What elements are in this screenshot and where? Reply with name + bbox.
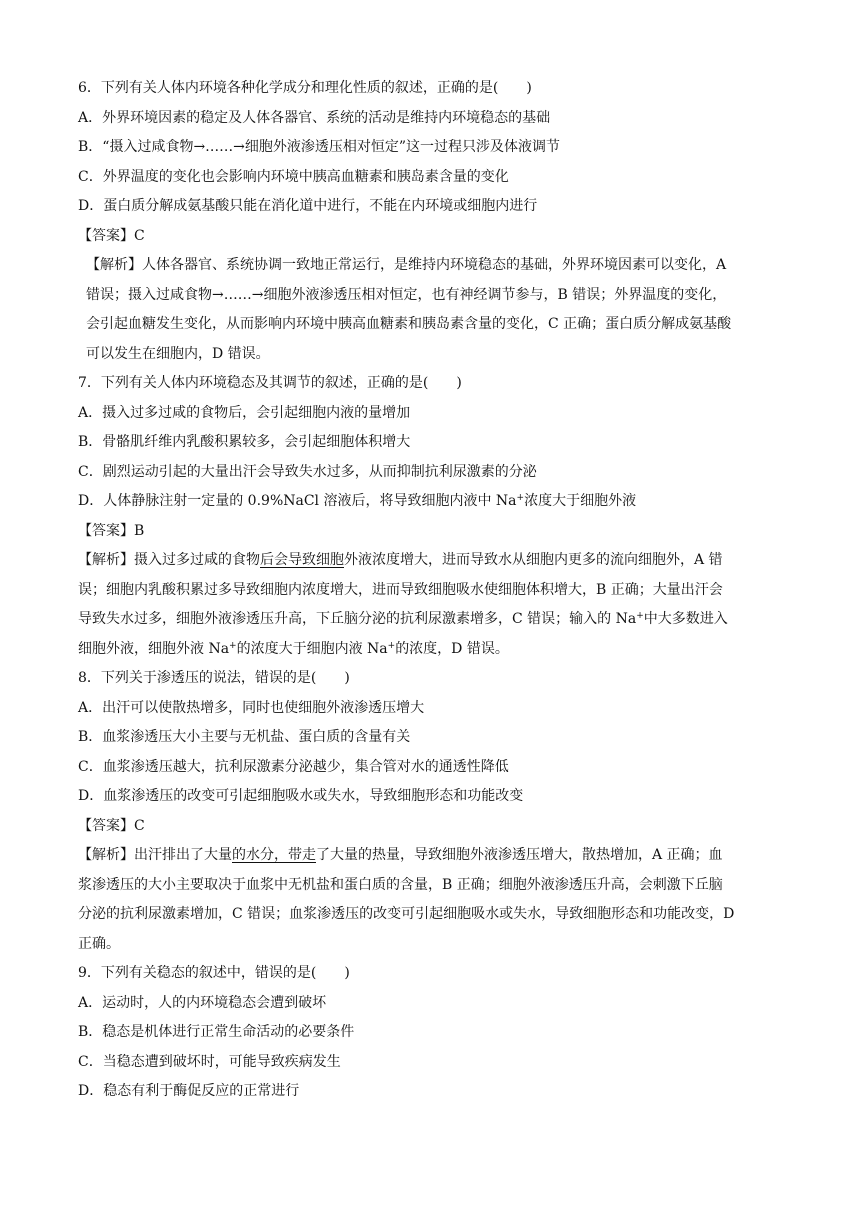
q8-analysis-line-3: 分泌的抗利尿激素增加，C 错误；血浆渗透压的改变可引起细胞吸水或失水，导致细胞形态和功能改变，D: [78, 906, 735, 922]
q7-analysis-text: 的浓度，D 错误。: [395, 640, 509, 657]
q7-stem: 7．下列有关人体内环境稳态及其调节的叙述，正确的是( ): [78, 375, 462, 391]
q7-analysis-text: 【解析】摄入过多过咸的食物: [78, 552, 260, 568]
q6-analysis-line-3: 会引起血糖发生变化，从而影响内环境中胰高血糖素和胰岛素含量的变化，C 正确；蛋白质分解成氨基酸: [86, 316, 732, 332]
q7-analysis-line-1: [78, 546, 784, 576]
q7-option-a: A．摄入过多过咸的食物后，会引起细胞内液的量增加: [78, 404, 411, 421]
q8-analysis-line-1: [78, 841, 784, 871]
q8-analysis-underlined: 的水分，带走: [232, 847, 316, 863]
q6-analysis-line-2: 错误；摄入过咸食物→……→细胞外液渗透压相对恒定，也有神经调节参与，B 错误；外界温度的变化，: [86, 286, 727, 303]
q7-option-d-sup: +: [516, 493, 525, 503]
q7-analysis-line-3: [78, 605, 784, 635]
q7-analysis-line-4: [78, 635, 784, 665]
q7-option-d-text: D．人体静脉注射一定量的 0.9%NaCl 溶液后，将导致细胞内液中 Na: [78, 493, 517, 509]
q6-option-c: C．外界温度的变化也会影响内环境中胰高血糖素和胰岛素含量的变化: [78, 168, 509, 185]
q7-answer: 【答案】B: [78, 522, 145, 539]
q8-analysis-line-2: 浆渗透压的大小主要取决于血浆中无机盐和蛋白质的含量，B 正确；细胞外液渗透压升高，会刺激下丘脑: [78, 876, 723, 893]
q8-option-a: A．出汗可以使散热增多，同时也使细胞外液渗透压增大: [78, 699, 425, 716]
q9-option-b: B．稳态是机体进行正常生命活动的必要条件: [78, 1024, 355, 1040]
q7-analysis-line-2: 误；细胞内乳酸积累过多导致细胞内浓度增大，进而导致细胞吸水使细胞体积增大，B 正确；大量出汗会: [78, 581, 723, 598]
q6-analysis-line-4: 可以发生在细胞内，D 错误。: [86, 345, 270, 362]
q6-answer: 【答案】C: [78, 227, 145, 244]
q8-option-c: C．血浆渗透压越大，抗利尿激素分泌越少，集合管对水的通透性降低: [78, 758, 509, 775]
q6-option-a: A．外界环境因素的稳定及人体各器官、系统的活动是维持内环境稳态的基础: [78, 109, 551, 126]
document-page: [78, 74, 784, 1107]
q6-analysis-line-1: 【解析】人体各器官、系统协调一致地正常运行，是维持内环境稳态的基础，外界环境因素可以变化，A: [86, 257, 727, 273]
q7-option-d: [78, 487, 784, 517]
q8-analysis-text: 【解析】出汗排出了大量: [78, 847, 232, 863]
q8-analysis-line-4: 正确。: [78, 935, 120, 952]
q7-option-d-text-end: 浓度大于细胞外液: [524, 493, 637, 509]
q8-option-d: D．血浆渗透压的改变可引起细胞吸水或失水，导致细胞形态和功能改变: [78, 788, 524, 804]
q7-analysis-text: 外液浓度增大，进而导致水从细胞内更多的流向细胞外，A 错: [344, 552, 723, 568]
q6-option-d: D．蛋白质分解成氨基酸只能在消化道中进行，不能在内环境或细胞内进行: [78, 198, 538, 214]
q8-stem: 8．下列关于渗透压的说法，错误的是( ): [78, 670, 350, 686]
q7-analysis-sup: +: [387, 640, 396, 651]
q7-analysis-underlined: 后会导致细胞: [260, 552, 344, 568]
q6-option-b: B．“摄入过咸食物→……→细胞外液渗透压相对恒定”这一过程只涉及体液调节: [78, 139, 561, 155]
q9-option-c: C．当稳态遭到破坏时，可能导致疾病发生: [78, 1053, 341, 1070]
q7-analysis-text: 细胞外液，细胞外液 Na: [78, 640, 230, 657]
q9-option-a: A．运动时，人的内环境稳态会遭到破坏: [78, 994, 327, 1011]
q8-answer: 【答案】C: [78, 817, 145, 834]
q7-option-b: B．骨骼肌纤维内乳酸积累较多，会引起细胞体积增大: [78, 434, 411, 450]
q6-stem: 6．下列有关人体内环境各种化学成分和理化性质的叙述，正确的是( ): [78, 80, 532, 96]
q7-analysis-text: 的浓度大于细胞内液 Na: [236, 640, 388, 657]
q9-option-d: D．稳态有利于酶促反应的正常进行: [78, 1083, 300, 1099]
q8-option-b: B．血浆渗透压大小主要与无机盐、蛋白质的含量有关: [78, 729, 411, 745]
q7-analysis-text: 导致失水过多，细胞外液渗透压升高，下丘脑分泌的抗利尿激素增多，C 错误；输入的 Na: [78, 611, 637, 627]
q7-analysis-sup: +: [229, 640, 237, 651]
q7-analysis-text: 中大多数进入: [643, 611, 728, 627]
q8-analysis-text: 了大量的热量，导致细胞外液渗透压增大，散热增加，A 正确；血: [316, 847, 723, 863]
q7-analysis-sup: +: [636, 611, 644, 621]
q7-option-c: C．剧烈运动引起的大量出汗会导致失水过多，从而抑制抗利尿激素的分泌: [78, 463, 537, 480]
q9-stem: 9．下列有关稳态的叙述中，错误的是( ): [78, 965, 350, 981]
